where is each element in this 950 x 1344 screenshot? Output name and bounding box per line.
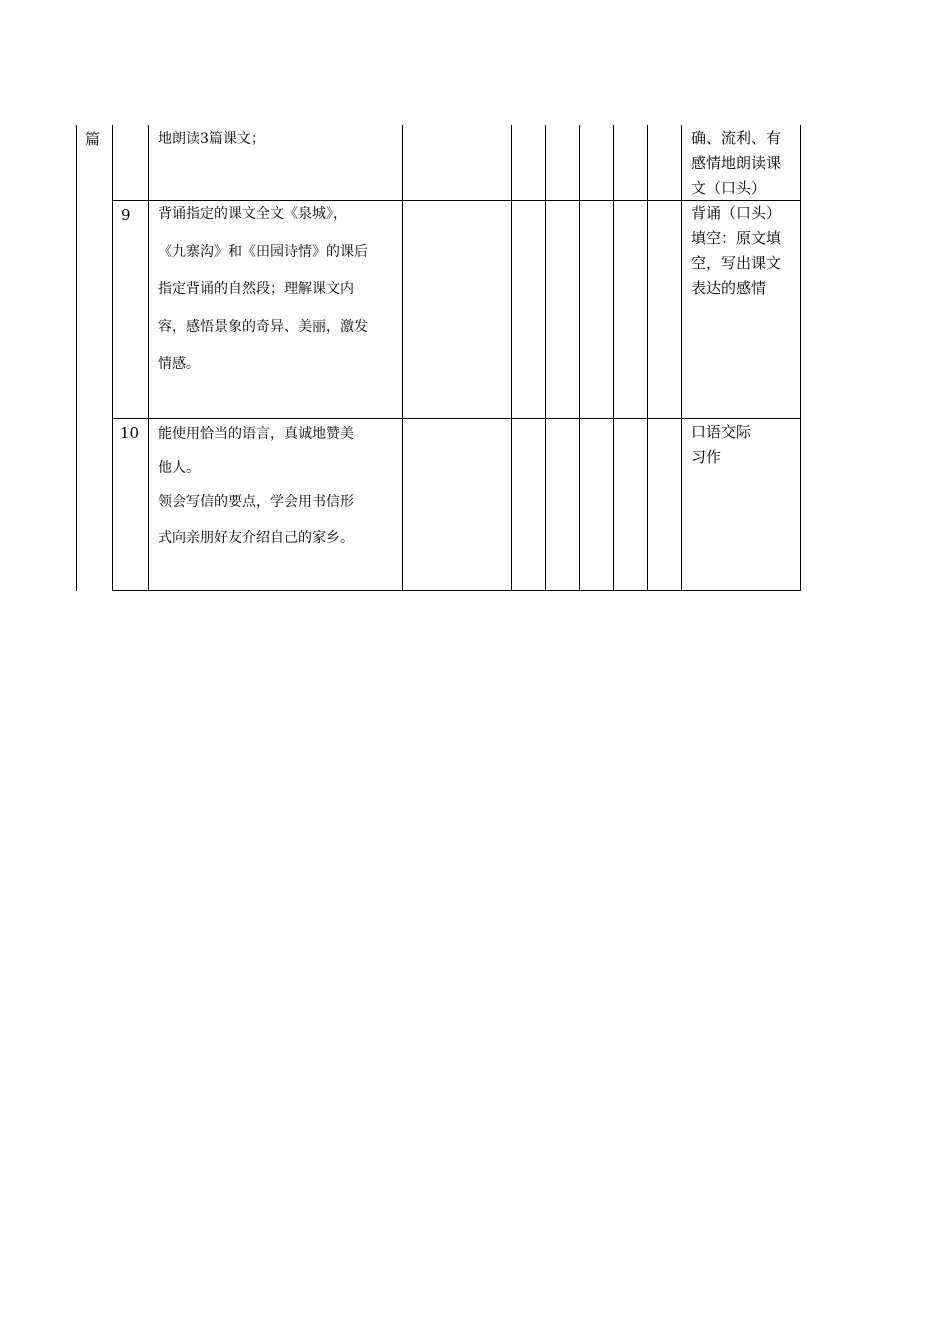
row-1-objective xyxy=(158,129,265,149)
column-divider xyxy=(545,125,546,591)
table-right-border xyxy=(800,125,801,591)
method-line: 填空：原文填 xyxy=(691,229,782,247)
column-divider xyxy=(647,125,648,591)
objective-line: 容，感悟景象的奇异、美丽，激发 xyxy=(158,318,368,335)
column-divider xyxy=(613,125,614,591)
table-bottom-border xyxy=(112,590,801,591)
objective-line: 领会写信的要点，学会用书信形 xyxy=(158,494,354,510)
row-2-method xyxy=(691,201,781,301)
column-divider xyxy=(579,125,580,591)
method-line: 文（口头） xyxy=(691,179,767,197)
objective-line: 指定背诵的自然段；理解课文内 xyxy=(158,281,354,297)
section-label: 篇 xyxy=(85,130,101,148)
column-divider xyxy=(148,125,149,591)
objective-line: 《九寨沟》和《田园诗情》的课后 xyxy=(158,243,368,260)
column-divider xyxy=(112,125,113,591)
row-2-objective xyxy=(158,196,368,384)
objective-line: 式向亲朋好友介绍自己的家乡。 xyxy=(158,530,354,546)
row-3-method xyxy=(691,420,751,470)
method-line: 口语交际 xyxy=(691,423,752,441)
method-line: 感情地朗读课 xyxy=(691,154,782,172)
column-divider xyxy=(511,125,512,591)
objective-line: 地朗读3篇课文； xyxy=(158,131,265,147)
objective-line: 背诵指定的课文全文《泉城》， xyxy=(158,206,347,222)
method-line: 习作 xyxy=(691,448,722,466)
column-divider xyxy=(402,125,403,591)
method-line: 确、流利、有 xyxy=(691,129,782,147)
row-3-objective xyxy=(158,416,354,556)
method-line: 背诵（口头） xyxy=(691,204,782,222)
row-1-method xyxy=(691,126,781,201)
method-line: 空，写出课文 xyxy=(691,254,782,272)
objective-line: 他人。 xyxy=(158,460,200,476)
objective-line: 能使用恰当的语言，真诚地赞美 xyxy=(158,426,354,442)
method-line: 表达的感情 xyxy=(691,279,767,297)
row-3-number: 10 xyxy=(120,424,140,442)
row-2-number: 9 xyxy=(121,206,131,224)
column-divider xyxy=(681,125,682,591)
table-left-border xyxy=(76,125,77,591)
objective-line: 情感。 xyxy=(158,356,200,372)
